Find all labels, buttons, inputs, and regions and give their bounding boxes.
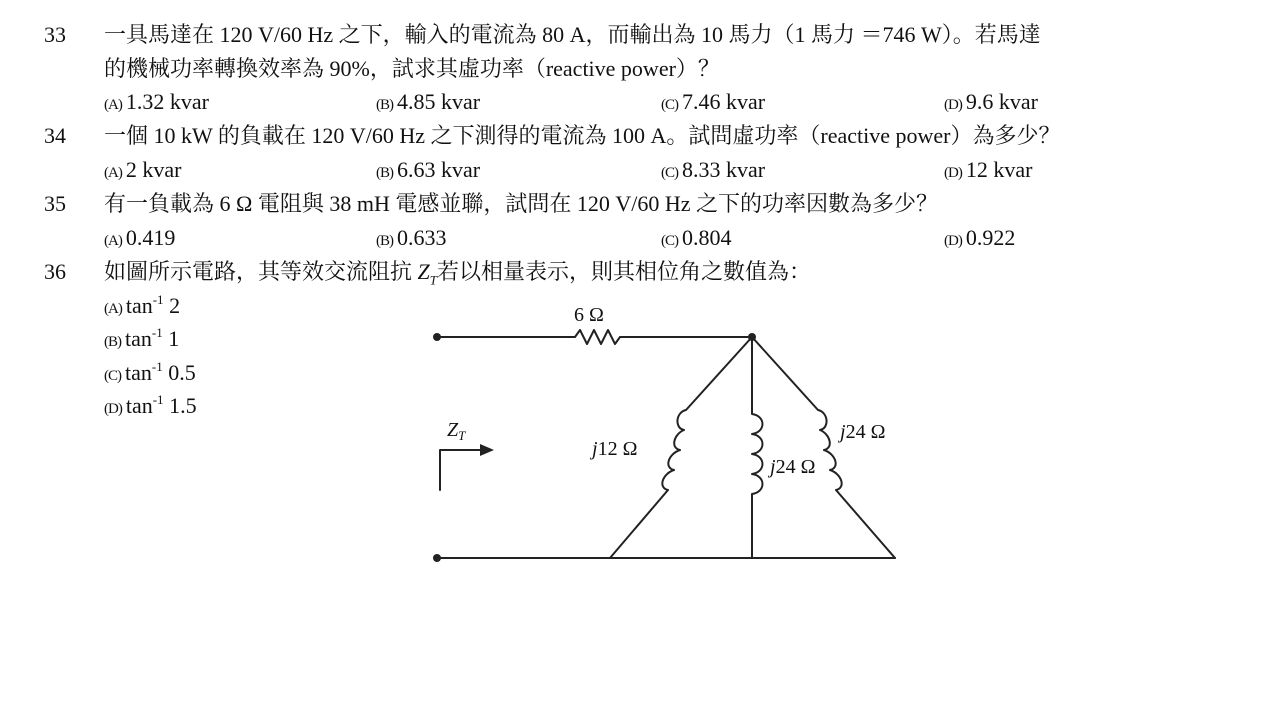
option-arg: 1 bbox=[168, 326, 180, 351]
option-label: (C) bbox=[661, 97, 678, 113]
option-text: 6.63 kvar bbox=[397, 157, 481, 182]
option-label: (A) bbox=[104, 97, 122, 113]
option-exponent: -1 bbox=[152, 392, 164, 407]
stem-subscript: T bbox=[429, 272, 437, 288]
junction-node bbox=[748, 333, 756, 341]
option-label: (C) bbox=[661, 165, 678, 181]
option-label: (A) bbox=[104, 165, 122, 181]
option-text: 1.32 kvar bbox=[125, 89, 209, 114]
option-func: tan bbox=[125, 393, 153, 418]
right-inductor-j: j bbox=[840, 421, 846, 443]
option-label: (D) bbox=[944, 233, 962, 249]
option-text: 0.633 bbox=[397, 225, 447, 250]
question-stem-line1: 有一負載為 6 Ω 電阻與 38 mH 電感並聯，試問在 120 V/60 Hz 之下的功率因數為多少？ bbox=[104, 191, 939, 216]
left-inductor-value: 12 Ω bbox=[597, 438, 638, 460]
question-number: 33 bbox=[44, 22, 66, 47]
option-label: (D) bbox=[944, 97, 962, 113]
middle-inductor-value: 24 Ω bbox=[775, 456, 816, 478]
option-exponent: -1 bbox=[151, 325, 163, 340]
zt-subscript: T bbox=[458, 428, 466, 443]
middle-inductor-label bbox=[767, 456, 815, 478]
option-label: (C) bbox=[661, 233, 678, 249]
option-arg: 1.5 bbox=[169, 393, 197, 418]
option-label: (B) bbox=[376, 97, 393, 113]
option-text: 9.6 kvar bbox=[965, 89, 1038, 114]
question-number: 34 bbox=[44, 123, 66, 148]
option-text: 0.419 bbox=[125, 225, 176, 250]
question-stem-line1: 一具馬達在 120 V/60 Hz 之下，輸入的電流為 80 A，而輸出為 10 馬力（1 馬力 ＝746 W）。若馬達 bbox=[104, 22, 1041, 47]
option-label: (A) bbox=[104, 301, 122, 317]
option-text: 8.33 kvar bbox=[682, 157, 766, 182]
stem-variable: Z bbox=[417, 259, 430, 284]
middle-inductor-branch bbox=[752, 337, 763, 558]
option-exponent: -1 bbox=[151, 359, 163, 374]
question-number: 36 bbox=[44, 259, 66, 284]
option-text: 12 kvar bbox=[965, 157, 1033, 182]
option-label: (B) bbox=[104, 334, 121, 350]
option-label: (B) bbox=[376, 165, 393, 181]
resistor-label: 6 Ω bbox=[574, 304, 604, 326]
option-arg: 0.5 bbox=[168, 360, 196, 385]
middle-inductor-j: j bbox=[770, 456, 776, 478]
zt-arrowhead bbox=[480, 444, 494, 456]
terminal-top bbox=[433, 333, 441, 341]
left-inductor-label bbox=[589, 438, 637, 460]
option-text: 7.46 kvar bbox=[682, 89, 766, 114]
option-func: tan bbox=[125, 293, 153, 318]
zt-label bbox=[447, 419, 466, 443]
zt-arrow-line bbox=[440, 450, 484, 490]
option-func: tan bbox=[125, 326, 152, 351]
option-text: 0.922 bbox=[965, 225, 1016, 250]
option-label: (D) bbox=[944, 165, 962, 181]
stem-text-post: 若以相量表示，則其相位角之數值為： bbox=[437, 259, 812, 284]
zt-variable: Z bbox=[447, 419, 459, 441]
right-inductor-branch bbox=[752, 337, 895, 558]
left-inductor-j: j bbox=[592, 438, 598, 460]
question-stem-line1: 一個 10 kW 的負載在 120 V/60 Hz 之下測得的電流為 100 A。試問虛功率（reactive power）為多少？ bbox=[104, 123, 1061, 148]
right-inductor-value: 24 Ω bbox=[845, 421, 886, 443]
option-text: 0.804 bbox=[682, 225, 732, 250]
option-text: 2 kvar bbox=[125, 157, 182, 182]
option-label: (D) bbox=[104, 401, 122, 417]
terminal-bottom bbox=[433, 554, 441, 562]
stem-text-pre: 如圖所示電路，其等效交流阻抗 bbox=[104, 259, 418, 284]
question-stem-line2: 的機械功率轉換效率為 90%，試求其虛功率（reactive power）？ bbox=[104, 56, 720, 81]
option-text: 4.85 kvar bbox=[397, 89, 481, 114]
option-exponent: -1 bbox=[152, 292, 164, 307]
option-arg: 2 bbox=[169, 293, 181, 318]
option-label: (A) bbox=[104, 233, 122, 249]
option-label: (B) bbox=[376, 233, 393, 249]
top-wire bbox=[437, 330, 752, 344]
question-number: 35 bbox=[44, 191, 66, 216]
right-inductor-label bbox=[837, 421, 885, 443]
option-label: (C) bbox=[104, 368, 121, 384]
option-func: tan bbox=[125, 360, 152, 385]
